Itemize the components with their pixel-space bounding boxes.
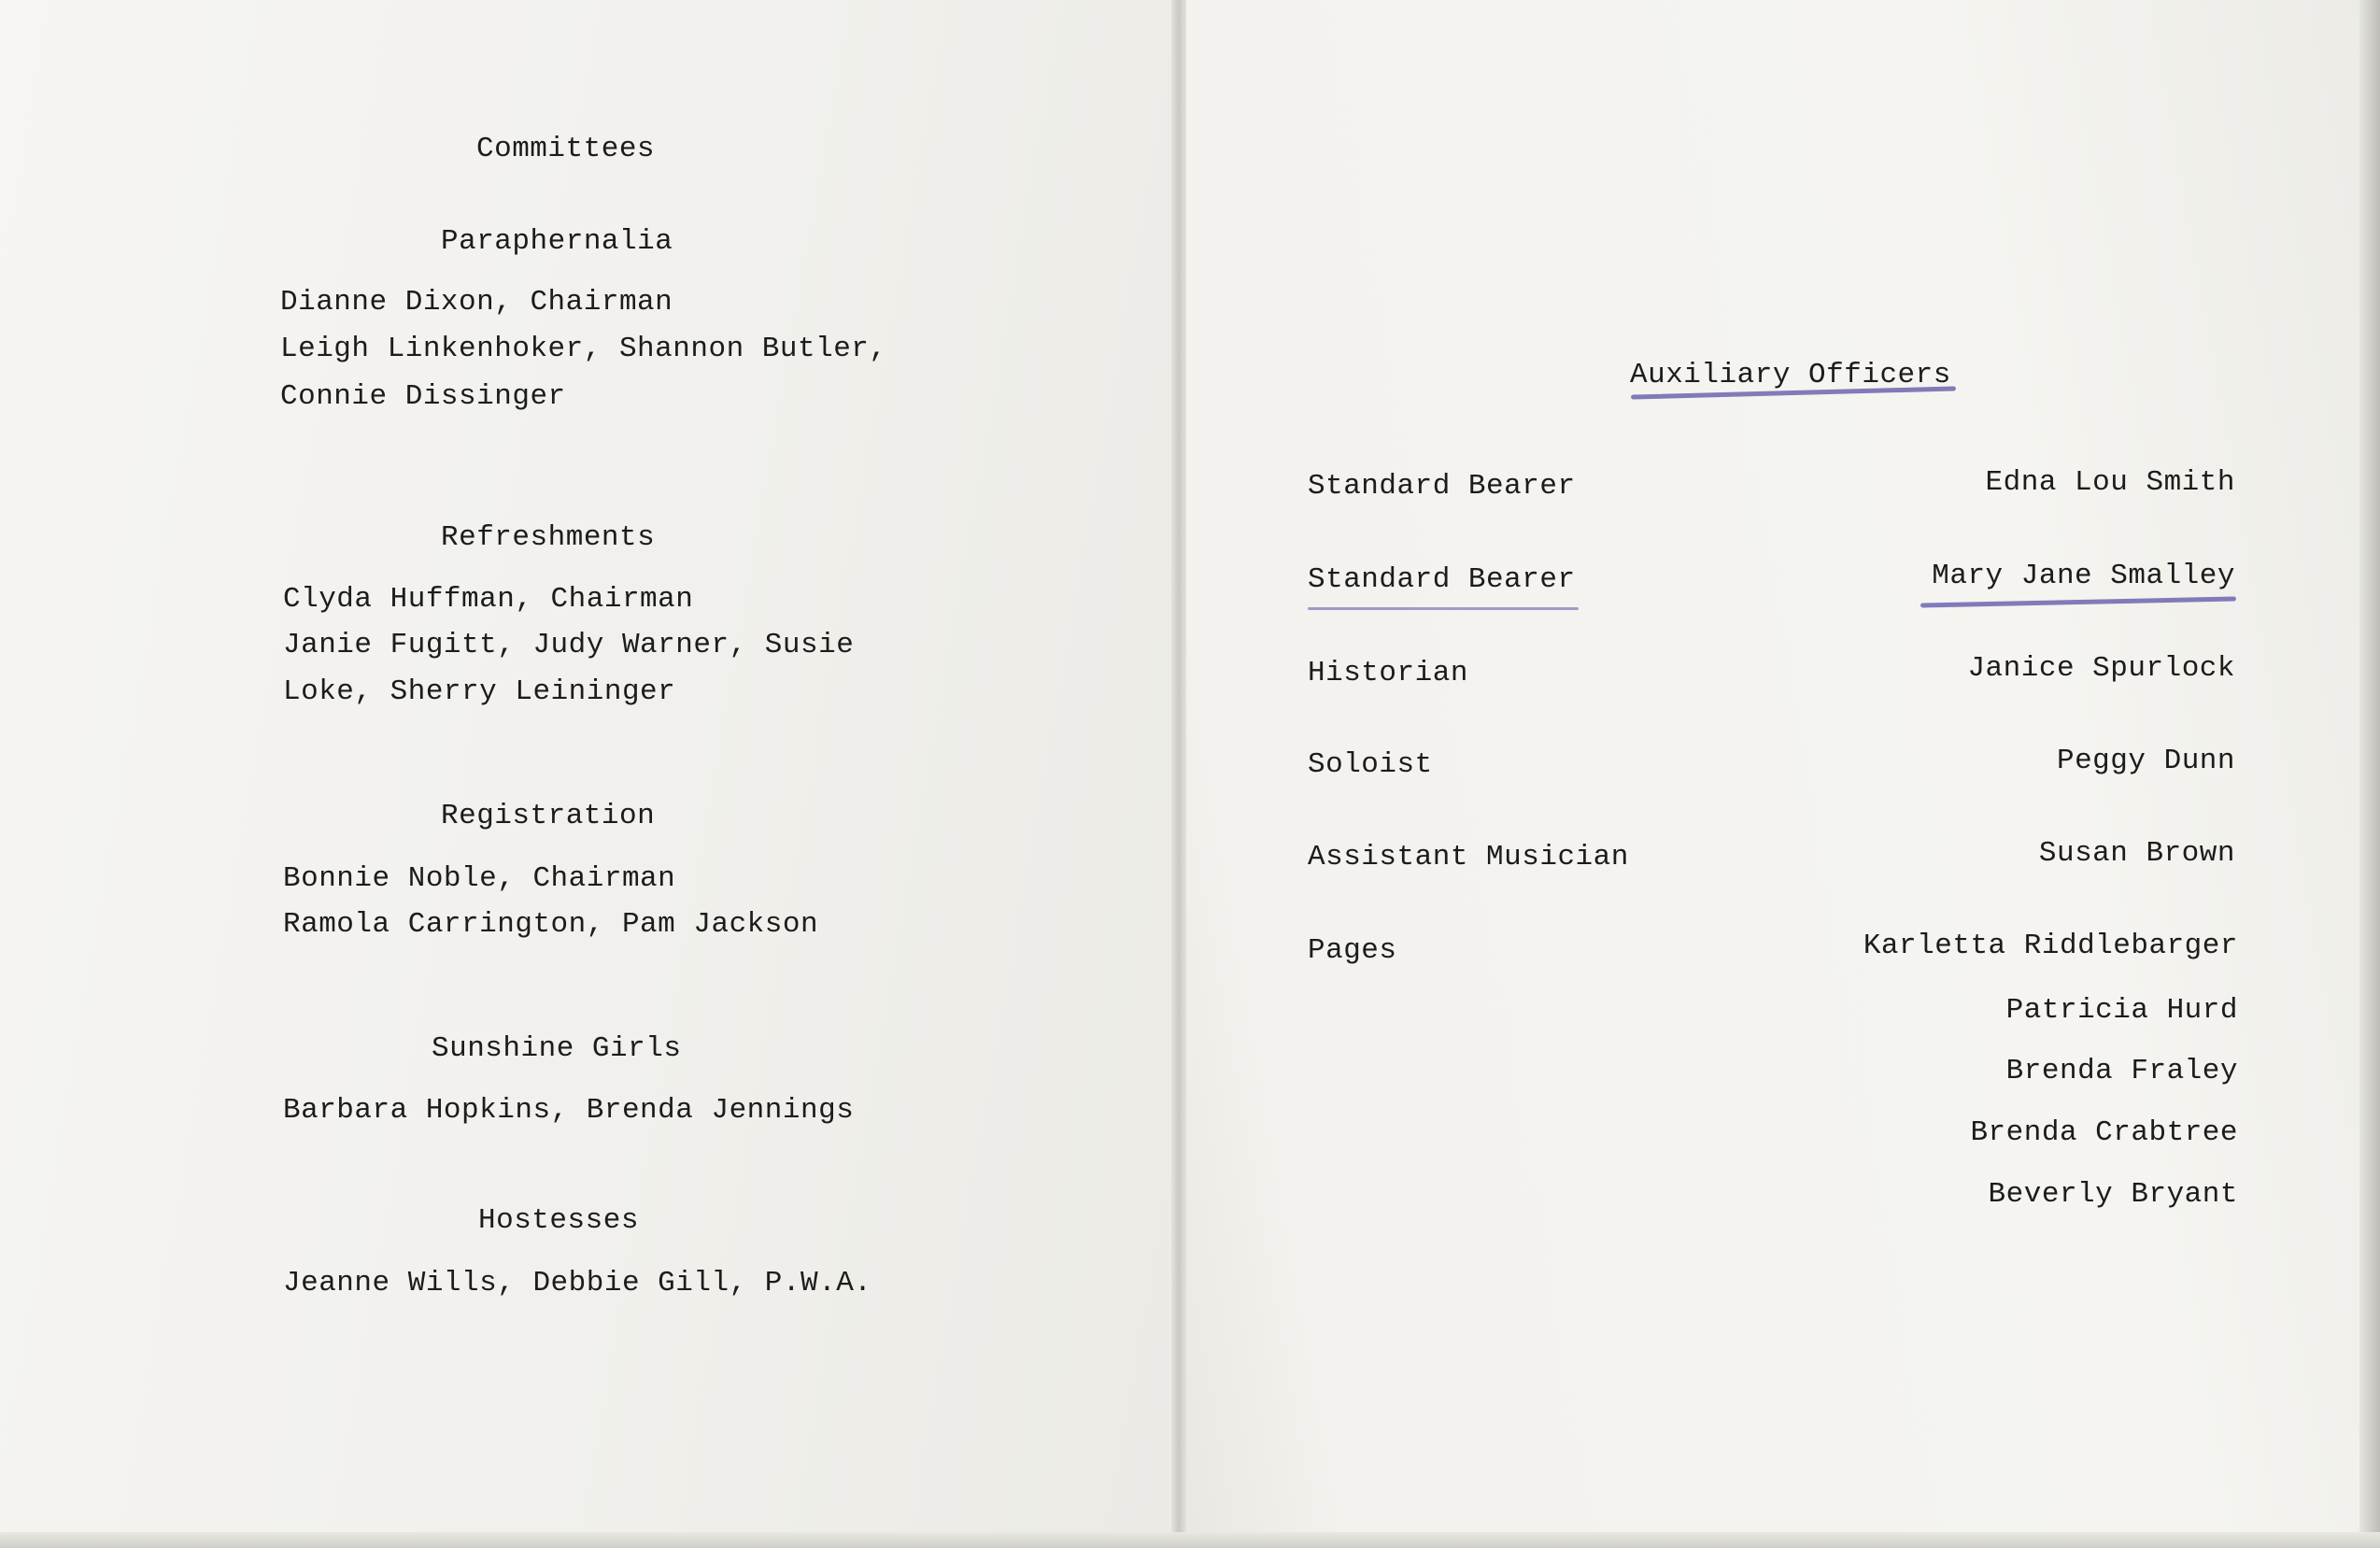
officer-title: Standard Bearer (1308, 563, 1576, 596)
officer-name: Mary Jane Smalley (1932, 560, 2235, 592)
officer-name: Susan Brown (2038, 837, 2235, 870)
section-title-refreshments: Refreshments (441, 521, 656, 554)
committee-line: Connie Dissinger (280, 380, 566, 413)
committee-line: Clyda Huffman, Chairman (283, 583, 694, 616)
section-title-hostesses: Hostesses (478, 1204, 639, 1237)
section-title-registration: Registration (441, 800, 656, 832)
committee-line: Jeanne Wills, Debbie Gill, P.W.A. (283, 1267, 872, 1299)
page-bottom-edge (0, 1532, 2380, 1548)
committee-line: Janie Fugitt, Judy Warner, Susie (283, 629, 855, 661)
officer-name: Brenda Crabtree (1970, 1116, 2238, 1149)
section-title-sunshine-girls: Sunshine Girls (432, 1032, 682, 1065)
officer-name: Janice Spurlock (1967, 652, 2235, 685)
officer-name: Patricia Hurd (2005, 994, 2238, 1027)
page-edge (2359, 0, 2380, 1548)
section-title-paraphernalia: Paraphernalia (441, 225, 673, 258)
officer-title: Soloist (1308, 748, 1433, 781)
committee-line: Leigh Linkenhoker, Shannon Butler, (280, 333, 887, 365)
committee-line: Barbara Hopkins, Brenda Jennings (283, 1094, 855, 1127)
officer-name: Peggy Dunn (2056, 745, 2235, 777)
officer-name: Beverly Bryant (1988, 1178, 2238, 1211)
officer-title: Historian (1308, 657, 1468, 689)
officer-title: Standard Bearer (1308, 470, 1576, 503)
auxiliary-officers-heading: Auxiliary Officers (1630, 359, 1951, 391)
page-gutter (1171, 0, 1186, 1548)
officer-title: Pages (1308, 934, 1397, 967)
committee-line: Dianne Dixon, Chairman (280, 286, 673, 319)
pen-underline-mark (1308, 607, 1579, 610)
committee-line: Bonnie Noble, Chairman (283, 862, 676, 895)
officer-name: Karletta Riddlebarger (1863, 930, 2238, 962)
officer-title: Assistant Musician (1308, 841, 1629, 873)
committee-line: Ramola Carrington, Pam Jackson (283, 908, 819, 941)
officer-name: Brenda Fraley (2005, 1055, 2238, 1087)
committees-heading: Committees (476, 133, 656, 165)
committee-line: Loke, Sherry Leininger (283, 675, 676, 708)
officer-name: Edna Lou Smith (1985, 466, 2235, 499)
